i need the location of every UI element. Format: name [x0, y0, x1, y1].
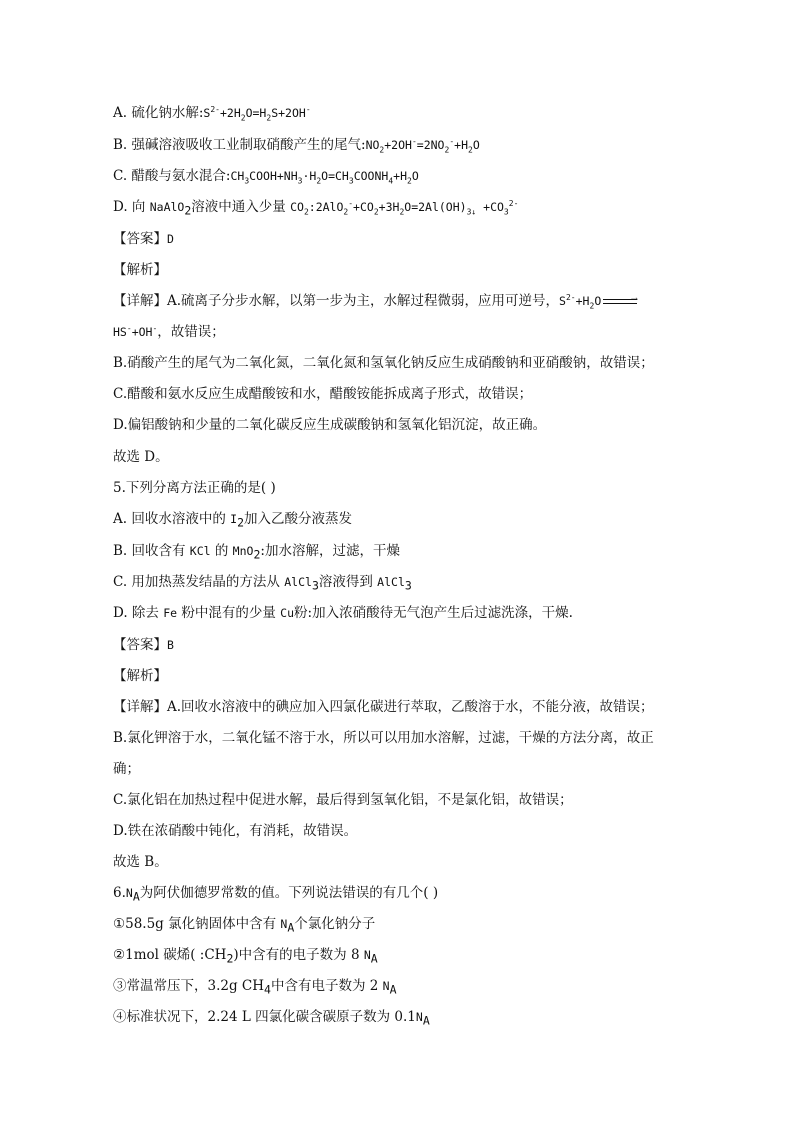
- option-label: A. 硫化钠水解:: [113, 105, 204, 121]
- q6-stem: $6.N_A$为阿伏伽德罗常数的值。下列说法错误的有几个( ): [113, 885, 439, 904]
- option-label: D. 向: [113, 199, 150, 215]
- q5-stem: 5.下列分离方法正确的是( ): [113, 480, 276, 496]
- q4-detail-c: C.醋酸和氨水反应生成醋酸铵和水，醋酸铵能拆成离子形式，故错误；: [113, 386, 533, 402]
- q5-detail-d: D.铁在浓硝酸中钝化，有消耗，故错误。: [113, 823, 358, 839]
- q5-option-d: D. 除去 Fe 粉中混有的少量 Cu粉:加入浓硝酸待无气泡产生后过滤洗涤，干燥.: [113, 605, 573, 621]
- q4-detail-b: B.硝酸产生的尾气为二氧化氮，二氧化氮和氢氧化钠反应生成硝酸钠和亚硝酸钠，故错误；: [113, 355, 654, 371]
- formula: $CO_2:2AlO_2^-+CO_2+3H_2O=2Al(OH)_{3↓} +CO_3^{2-}$: [290, 199, 519, 217]
- q5-detail-c: C.氯化铝在加热过程中促进水解，最后得到氢氧化铝，不是氯化铝，故错误；: [113, 792, 573, 808]
- q5-option-c: C. 用加热蒸发结晶的方法从 AlCl$_3$溶液得到 AlCl$_3$: [113, 574, 412, 593]
- q6-item-3: ③常温常压下，3.2g $CH_4$中含有电子数为 2 $N_A$: [113, 978, 397, 997]
- q5-analysis-tag: 【解析】: [113, 668, 167, 684]
- q5-detail-b-line2: 确；: [113, 761, 140, 777]
- q5-detail-a: 【详解】A.回收水溶液中的碘应加入四氯化碳进行萃取，乙酸溶于水，不能分液，故错误；: [113, 699, 654, 715]
- q4-option-b: [113, 136, 480, 154]
- answer-tag: 【答案】: [113, 231, 167, 247]
- formula: $CH_3COOH+NH_3\cdot H_2O=CH_3COONH_4+H_2O$: [230, 169, 419, 186]
- q6-item-2: ②1mol 碳烯( $:CH_2$)中含有的电子数为 8 $N_A$: [113, 947, 378, 966]
- q4-conclusion: 故选 D。: [113, 449, 169, 465]
- q4-detail-a-line2: HS-+OH-，故错误；: [113, 324, 225, 340]
- option-label: B. 强碱溶液吸收工业制取硝酸产生的尾气:: [113, 137, 366, 153]
- q4-option-c: [113, 167, 419, 185]
- option-label: C. 醋酸与氨水混合:: [113, 168, 231, 184]
- detail-tag: 【详解】: [113, 293, 167, 309]
- q4-detail-d: D.偏铝酸钠和少量的二氧化碳反应生成碳酸钠和氢氧化铝沉淀，故正确。: [113, 417, 547, 433]
- q5-detail-b-line1: B.氯化钾溶于水，二氧化锰不溶于水，所以可以用加水溶解，过滤，干燥的方法分离，故正: [113, 730, 654, 746]
- q6-item-1: ①58.5g 氯化钠固体中含有 $N_A$个氯化钠分子: [113, 916, 376, 935]
- formula: $S^{2-}+2H_2O=H_2S+2OH^-$: [203, 105, 311, 123]
- q4-option-a: [113, 104, 311, 122]
- q5-answer: 【答案】B: [113, 637, 174, 653]
- q5-option-b: B. 回收含有 KCl 的 MnO$_2$:加水溶解，过滤，干燥: [113, 543, 400, 562]
- q4-detail-a-line1: 【详解】A.硫离子分步水解，以第一步为主，水解过程微弱，应用可逆号，$S^{2-}+H_2O$ ⇀: [113, 293, 639, 311]
- formula: $NO_2+2OH^-=2NO_2^-+H_2O$: [365, 137, 480, 155]
- answer-value: D: [167, 232, 174, 246]
- reversible-arrow-icon: ⇀: [603, 298, 637, 306]
- q4-option-d: D. 向 NaAlO$_2$溶液中通入少量 $CO_2:2AlO_2^-+CO_2+3H_2O=2Al(OH)_{3↓} +CO_3^{2-}$: [113, 199, 519, 218]
- q5-option-a: A. 回收水溶液中的 $I_2$加入乙酸分液蒸发: [113, 511, 352, 530]
- q5-conclusion: 故选 B。: [113, 854, 168, 870]
- q4-analysis-tag: 【解析】: [113, 262, 167, 278]
- q4-answer: [113, 230, 174, 248]
- q6-item-4: ④标准状况下，2.24 L 四氯化碳含碳原子数为 $0.1N_A$: [113, 1009, 430, 1028]
